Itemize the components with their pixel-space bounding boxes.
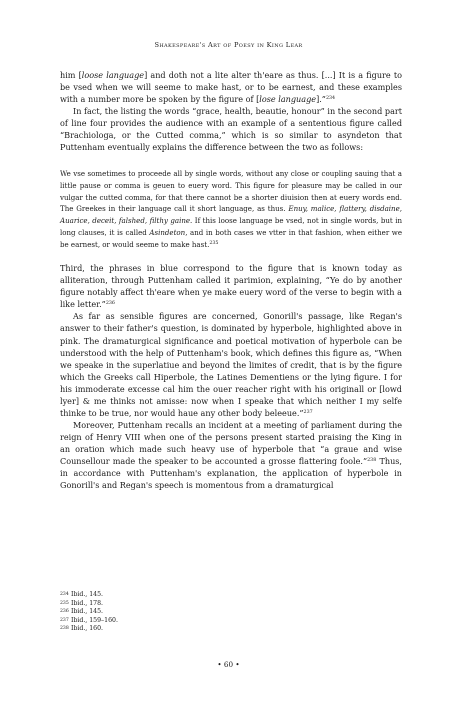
paragraph-1-text-c: ].”: [316, 94, 326, 105]
footnote-number: 237: [60, 617, 69, 623]
quote-text-a: We vse sometimes to proceede all by single words, without any close or coupling sauing that a little pause or comma is geuen to euery word. This figure for pleasure may be called in our vulgar the cutted comma, for that there cannot be a shorter diuision then at euery words end. The Greekes in their language call it short language, as thus.: [60, 169, 402, 214]
footnote-ref-234: 234: [325, 96, 336, 102]
footnote-ref-235: 235: [209, 240, 219, 246]
paragraph-5: [60, 419, 402, 491]
footnote-text: Ibid., 160.: [71, 625, 104, 633]
footnote-ref-238: 238: [367, 458, 377, 463]
footnote-ref-236: 236: [105, 301, 115, 307]
block-quote: [60, 168, 402, 250]
running-head: Shakespeare's Art of Poesy in King Lear: [154, 41, 303, 49]
paragraph-1-italic-b: lose language: [259, 94, 317, 105]
footnote-number: 236: [60, 609, 69, 615]
quote-text-c: , and in both cases we vtter in that fashion, when either we be earnest, or would seeme to make hast.: [60, 227, 402, 249]
page-number: • 60 •: [217, 660, 240, 669]
footnote-number: 235: [60, 600, 69, 606]
paragraph-1: [60, 69, 402, 105]
footnote-text: Ibid., 145.: [71, 591, 104, 598]
quote-text-b: . If this loose language be vsed, not in single words, but in long clauses, it is called: [60, 216, 402, 237]
footnote-number: 234: [60, 592, 69, 597]
paragraph-2: In fact, the listing the words “grace, health, beautie, honour” in the second part of line four provides the audience with an example of a sententious figure called “Brachiologa, or the Cutted comma,” which is so similar to asyndeton that Puttenham eventually explains the difference between the two as follows:: [60, 106, 403, 153]
footnote-text: Ibid., 178.: [71, 599, 104, 607]
paragraph-1-italic-a: loose language: [81, 70, 145, 80]
footnote-ref-237: 237: [303, 409, 313, 415]
paragraph-3-text: Third, the phrases in blue correspond to the figure that is known today as alliteration, through Puttenham called it parimion, explaining, “Ye do by another figure notably affect th'eare when ye make euery word of the verse to begin with a like letter.”: [60, 263, 402, 310]
footnote-text: Ibid., 159–160.: [71, 616, 118, 624]
footnote: [60, 617, 260, 626]
paragraph-3: [60, 262, 402, 310]
footnote: [60, 591, 260, 600]
footnote-number: 238: [60, 626, 69, 632]
paragraph-5-text-b: Thus, in accordance with Puttenham's explanation, the application of hyperbole in Gonorill's and Regan's speech is momentous from a dramaturgical: [60, 456, 403, 491]
paragraph-1-text-b: ] and doth not a lite alter th'eare as thus. [...] It is a figure to be vsed when we will seeme to make hast, or to be earnest, and these examples with a number more be spoken by the figure of [: [60, 70, 403, 105]
paragraph-5-text-a: Moreover, Puttenham recalls an incident at a meeting of parliament during the reign of Henry VIII when one of the persons present started praising the King in an oration which made such heavy use of hyperbole that “a graue and wise Counsellour made the speaker to be accounted a grosse flattering foole.”: [60, 419, 402, 466]
footnote: [60, 608, 260, 617]
body-text: [60, 69, 402, 491]
footnote: [60, 625, 260, 634]
paragraph-1-text-a: him [: [60, 70, 82, 80]
footnote: [60, 600, 260, 609]
paragraph-4: [60, 310, 402, 418]
footnotes: [60, 591, 260, 634]
quote-italic-b: Asindeton: [149, 227, 186, 237]
footnote-text: Ibid., 145.: [71, 608, 104, 616]
paragraph-4-text: As far as sensible figures are concerned, Gonorill's passage, like Regan's answer to their father's question, is dominated by hyperbole, highlighted above in pink. The dramaturgical significance and poetical motivation of hyperbole can be understood with the help of Puttenham's book, which defines this figure as, “When we speake in the superlatiue and beyond the limites of credit, that is by the figure which the Greeks call Hiperbole, the Latines Dementiens or the lying figure. I for his immoderate excesse cal him the ouer reacher right with his originall or [lowd lyer] & me thinks not amisse: now when I speake that which neither I my selfe thinke to be true, nor would haue any other body beleeue.”: [60, 311, 402, 418]
quote-italic-a: Enuy, malice, flattery, disdaine, Auarice, deceit, falshed, filthy gaine: [60, 204, 402, 226]
